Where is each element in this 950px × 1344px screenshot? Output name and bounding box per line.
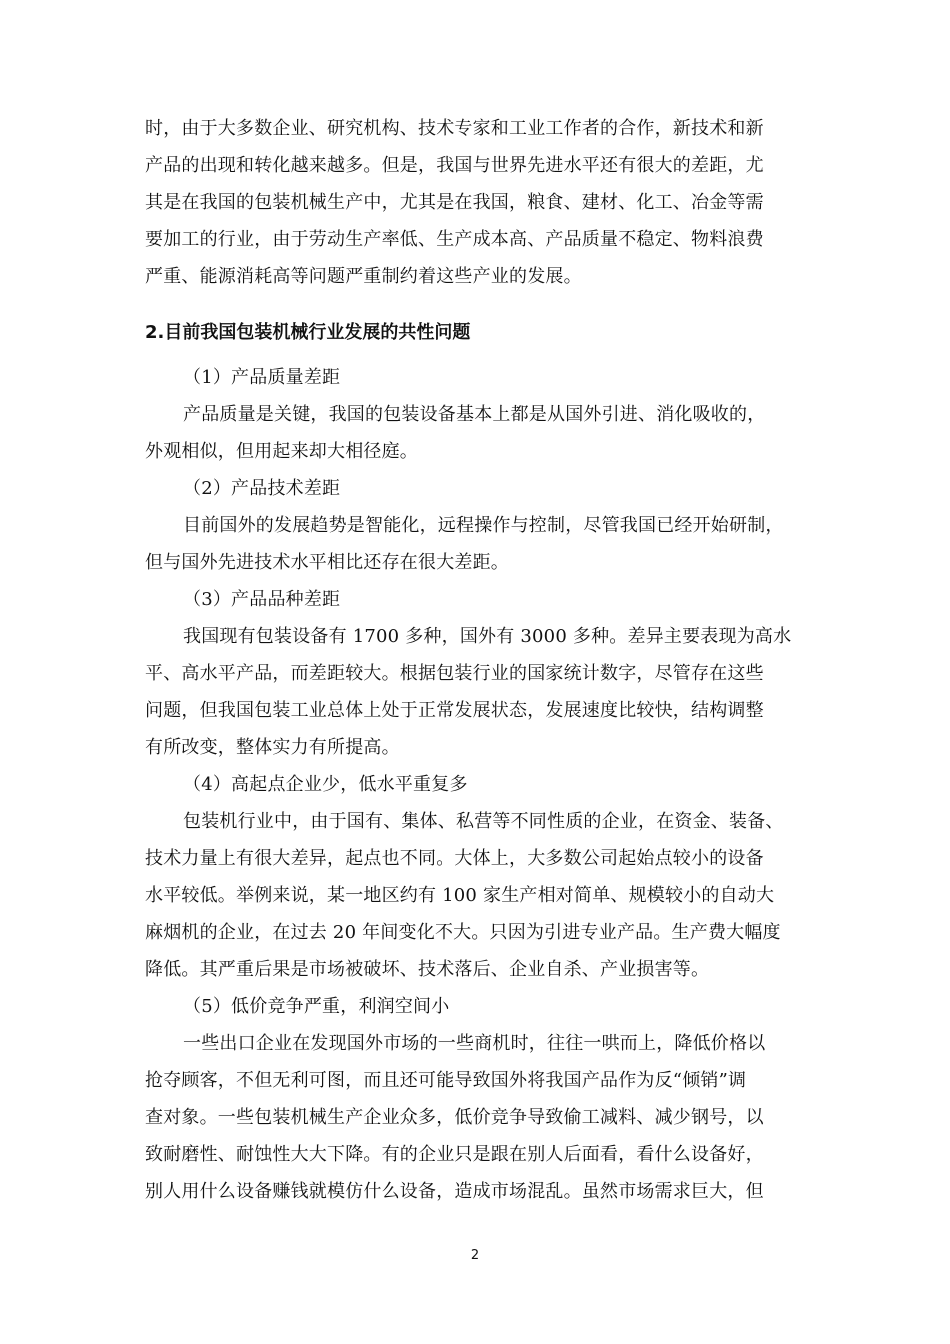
text-line: 有所改变，整体实力有所提高。 <box>145 737 400 758</box>
page-number: 2 <box>470 1248 480 1263</box>
text-line: 外观相似，但用起来却大相径庭。 <box>145 441 418 462</box>
text-line: 抢夺顾客，不但无利可图，而且还可能导致国外将我国产品作为反“倾销”调 <box>145 1070 747 1091</box>
subsection-title: （2）产品技术差距 <box>183 478 341 499</box>
text-line: 要加工的行业，由于劳动生产率低、生产成本高、产品质量不稳定、物料浪费 <box>145 229 764 250</box>
text-line: 一些出口企业在发现国外市场的一些商机时，往往一哄而上，降低价格以 <box>183 1033 766 1054</box>
text-line: 别人用什么设备赚钱就模仿什么设备，造成市场混乱。虽然市场需求巨大，但 <box>145 1181 764 1202</box>
text-line: 降低。其严重后果是市场被破坏、技术落后、企业自杀、产业损害等。 <box>145 959 710 980</box>
text-line: 查对象。一些包装机械生产企业众多，低价竞争导致偷工减料、减少钢号，以 <box>145 1107 764 1128</box>
text-line: 麻烟机的企业，在过去 20 年间变化不大。只因为引进专业产品。生产费大幅度 <box>145 922 781 943</box>
text-line: 平、高水平产品，而差距较大。根据包装行业的国家统计数字，尽管存在这些 <box>145 663 764 684</box>
text-line: 致耐磨性、耐蚀性大大下降。有的企业只是跟在别人后面看，看什么设备好， <box>145 1144 764 1165</box>
section-heading: 2.目前我国包装机械行业发展的共性问题 <box>145 322 471 343</box>
text-line: 时，由于大多数企业、研究机构、技术专家和工业工作者的合作，新技术和新 <box>145 118 764 139</box>
text-line: 技术力量上有很大差异，起点也不同。大体上，大多数公司起始点较小的设备 <box>145 848 764 869</box>
text-line: 产品的出现和转化越来越多。但是，我国与世界先进水平还有很大的差距，尤 <box>145 155 764 176</box>
text-line: 我国现有包装设备有 1700 多种，国外有 3000 多种。差异主要表现为高水 <box>183 626 792 647</box>
text-line: 水平较低。举例来说，某一地区约有 100 家生产相对简单、规模较小的自动大 <box>145 885 775 906</box>
text-line: 产品质量是关键，我国的包装设备基本上都是从国外引进、消化吸收的， <box>183 404 766 425</box>
text-line: 问题，但我国包装工业总体上处于正常发展状态，发展速度比较快，结构调整 <box>145 700 764 721</box>
text-line: 包装机行业中，由于国有、集体、私营等不同性质的企业，在资金、装备、 <box>183 811 784 832</box>
text-line: 其是在我国的包装机械生产中，尤其是在我国，粮食、建材、化工、冶金等需 <box>145 192 764 213</box>
subsection-title: （5）低价竞争严重，利润空间小 <box>183 996 450 1017</box>
text-line: 目前国外的发展趋势是智能化，远程操作与控制，尽管我国已经开始研制， <box>183 515 784 536</box>
subsection-title: （3）产品品种差距 <box>183 589 341 610</box>
subsection-title: （1）产品质量差距 <box>183 367 341 388</box>
subsection-title: （4）高起点企业少，低水平重复多 <box>183 774 468 795</box>
text-line: 但与国外先进技术水平相比还存在很大差距。 <box>145 552 509 573</box>
text-line: 严重、能源消耗高等问题严重制约着这些产业的发展。 <box>145 266 582 287</box>
